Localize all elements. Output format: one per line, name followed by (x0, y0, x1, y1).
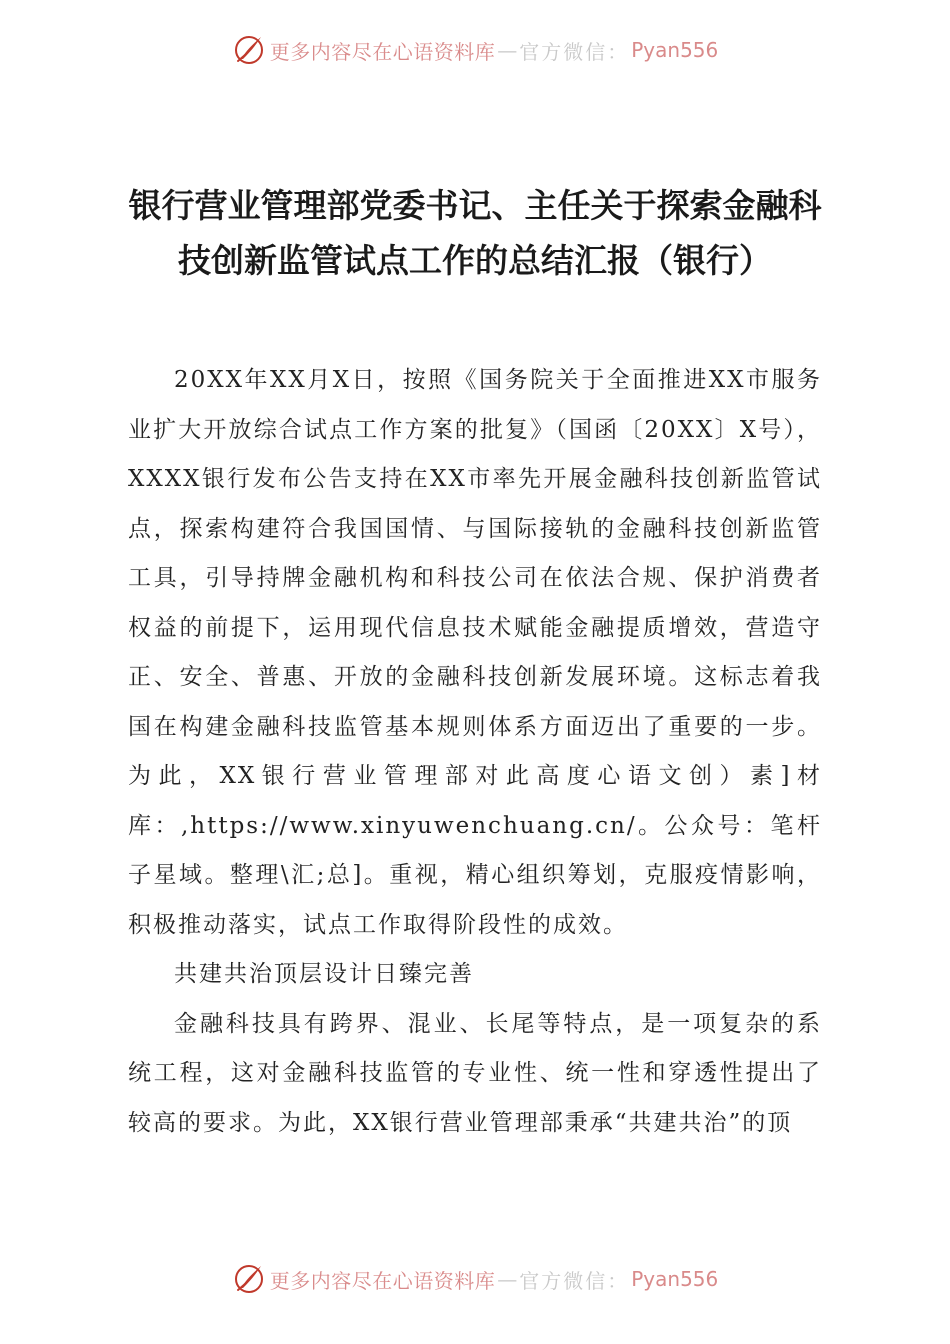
quill-circle-icon (232, 1262, 266, 1296)
body-paragraph: 金融科技具有跨界、混业、长尾等特点，是一项复杂的系统工程，这对金融科技监管的专业性、统一性和穿透性提出了较高的要求。为此，XX银行营业管理部秉承“共建共治”的顶 (128, 1010, 822, 1136)
document-body (128, 356, 822, 1148)
watermark-dash: — (497, 38, 518, 62)
footer-watermark (0, 1259, 950, 1299)
watermark-wechat-label: 官方微信： (519, 1268, 630, 1293)
watermark-site-text: 更多内容尽在心语资料库 (269, 1268, 496, 1293)
quill-circle-icon (232, 33, 266, 67)
header-watermark (0, 30, 950, 70)
document-title: 银行营业管理部党委书记、主任关于探索金融科技创新监管试点工作的总结汇报（银行） (128, 186, 822, 280)
section-heading: 共建共治顶层设计日臻完善 (174, 961, 474, 987)
watermark-wechat-id: Pyan556 (631, 1267, 719, 1291)
watermark-dash: — (497, 1267, 518, 1291)
watermark-wechat-id: Pyan556 (631, 38, 719, 62)
body-paragraph: 20XX年XX月X日，按照《国务院关于全面推进XX市服务业扩大开放综合试点工作方案的批复》（国函〔20XX〕X号），XXXX银行发布公告支持在XX市率先开展金融科技创新监管试点，探索构建符合我国国情、与国际接轨的金融科技创新监管工具，引导持牌金融机构和科技公司在依法合规、保护消费者权益的前提下，运用现代信息技术赋能金融提质增效，营造守正、安全、普惠、开放的金融科技创新发展环境。这标志着我国在构建金融科技监管基本规则体系方面迈出了重要的一步。为此，XX银行营业管理部对此高度心语文创）素]材库：,https://www.xinyuwenchuang.cn/。公众号：笔杆子星域。整理\汇;总]。重视，精心组织筹划，克服疫情影响，积极推动落实，试点工作取得阶段性的成效。 (128, 367, 822, 938)
watermark-site-text: 更多内容尽在心语资料库 (269, 39, 496, 64)
watermark-wechat-label: 官方微信： (519, 39, 630, 64)
